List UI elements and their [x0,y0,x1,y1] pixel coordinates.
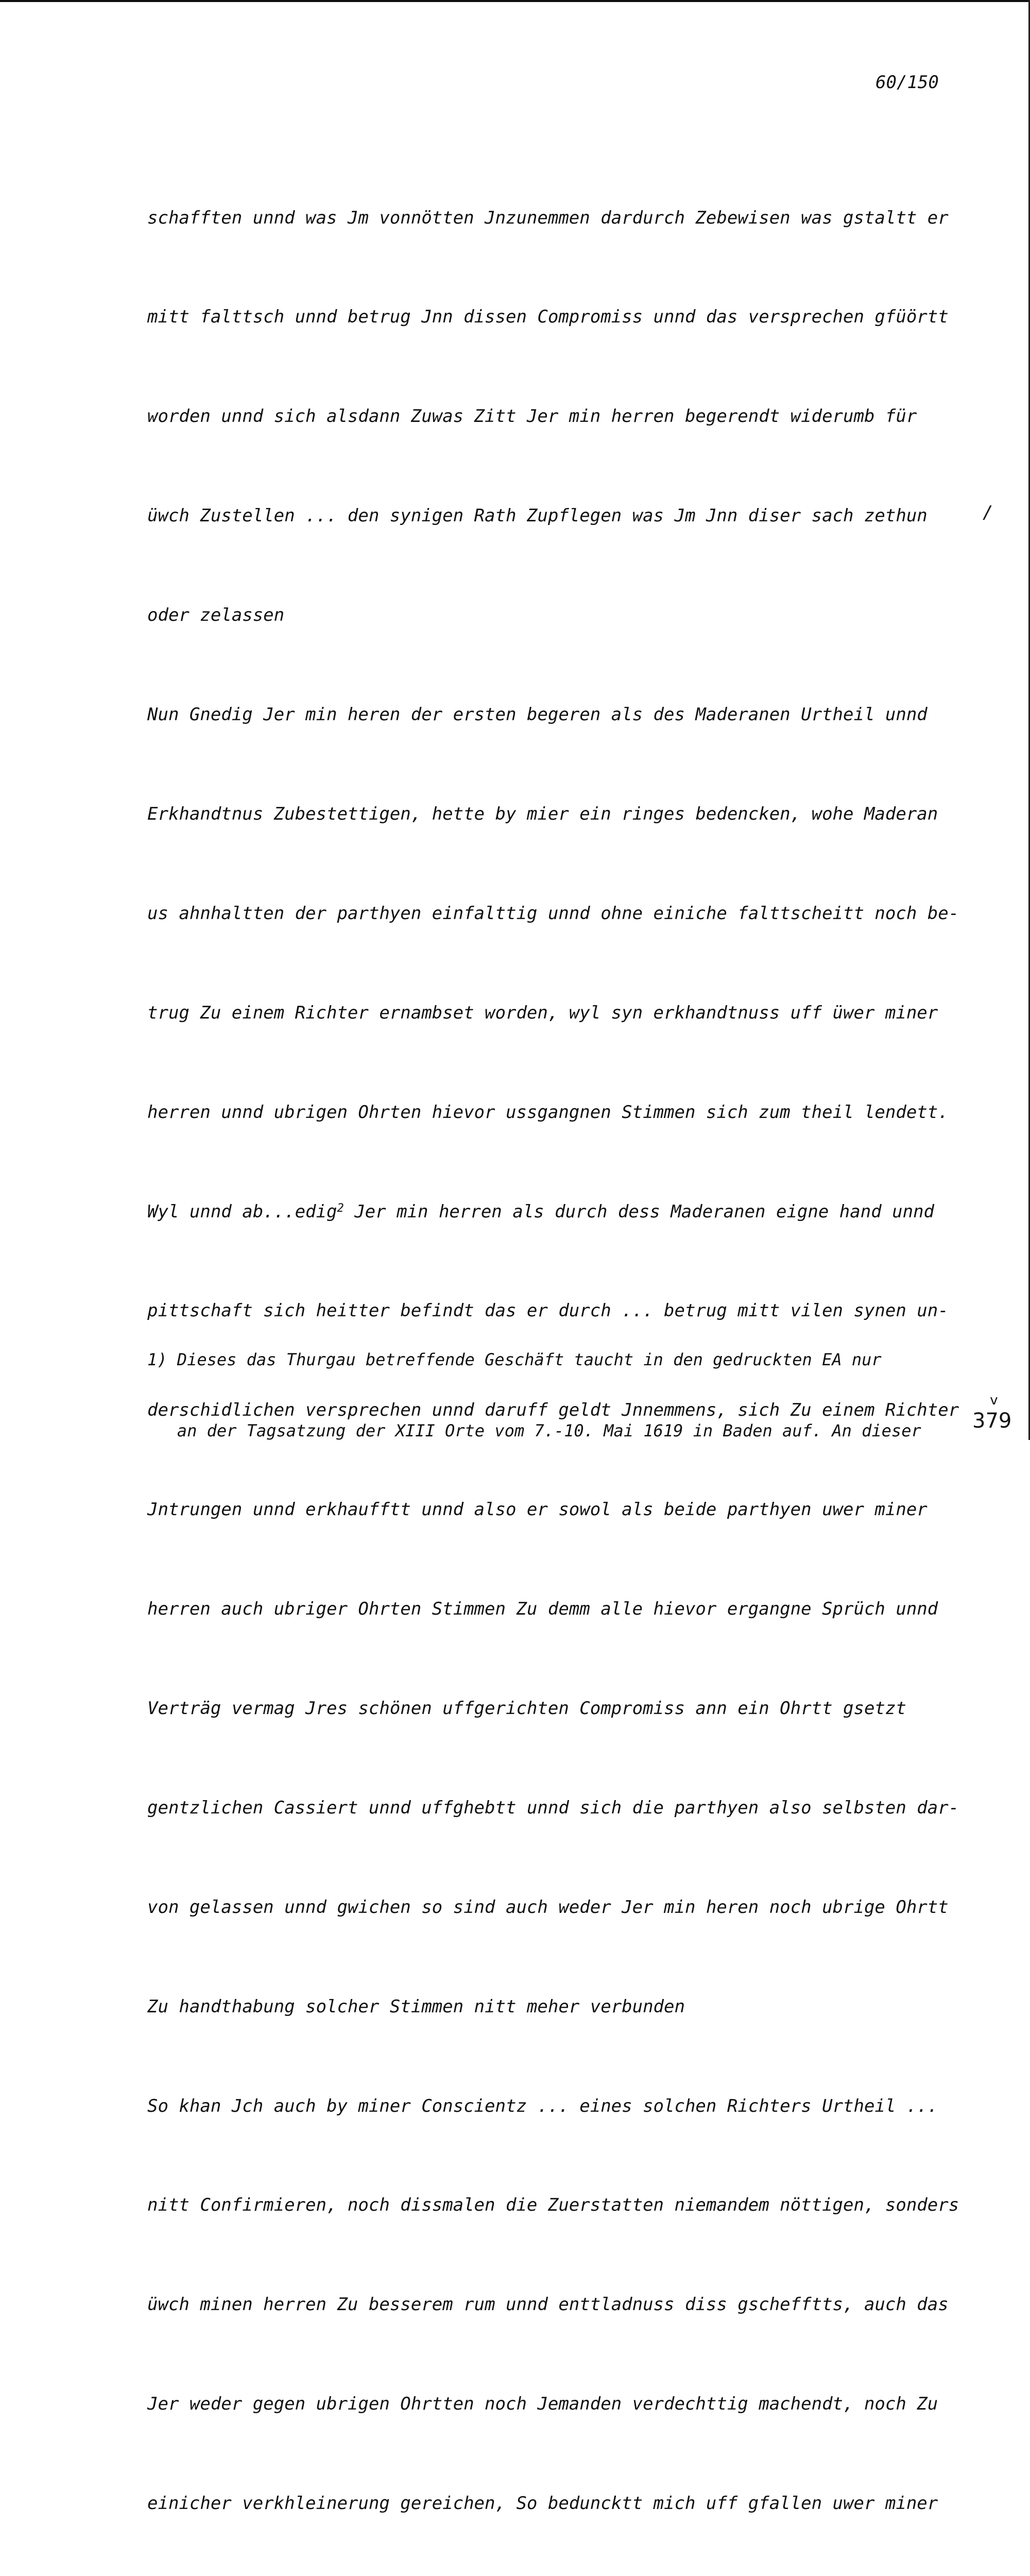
text-line: herren auch ubriger Ohrten Stimmen Zu demm alle hievor ergangne Sprüch unnd [147,1599,938,1620]
stamp-number: 379 [972,1409,1012,1433]
text-line: schafften unnd was Jm vonnötten Jnzunemmen dardurch Zebewisen was gstaltt er [147,207,949,228]
text-line: oder zelassen [147,605,285,626]
text-line: Nun Gnedig Jer min heren der ersten begeren als des Maderanen Urtheil unnd [147,704,928,725]
stamp-mark: v [990,1393,998,1408]
margin-mark: / [983,502,993,523]
text-line: derschidlichen versprechen unnd daruff geldt Jnnemmens, sich Zu einem Richter [147,1400,959,1421]
footnote-marker: 2 [337,1201,344,1215]
footnote-line: 1) Dieses das Thurgau betreffende Geschäft taucht in den gedruckten EA nur [147,1350,882,1369]
text-line: mitt falttsch unnd betrug Jnn dissen Compromiss unnd das versprechen gfüörtt [147,307,949,328]
text-line: Verträg vermag Jres schönen uffgerichten Compromiss ann ein Ohrtt gsetzt [147,1698,906,1719]
text-line: üwch minen herren Zu besserem rum unnd enttladnuss diss gschefftts, auch das [147,2294,949,2315]
footnote-line: an der Tagsatzung der XIII Orte vom 7.-10. Mai 1619 in Baden auf. An dieser [147,1421,921,1440]
text-line: Erkhandtnus Zubestettigen, hette by mier ein ringes bedencken, wohe Maderan [147,803,938,824]
text-line: üwch Zustellen ... den synigen Rath Zupflegen was Jm Jnn diser sach zethun [147,505,928,527]
text-line: pittschaft sich heitter befindt das er durch ... betrug mitt vilen synen un- [147,1300,949,1321]
line-segment: Wyl unnd ab...edig [147,1201,337,1222]
text-line-with-footnote [147,1195,982,1228]
text-line: einicher verkhleinerung gereichen, So beduncktt mich uff gfallen uwer miner [147,2493,938,2514]
text-line: nitt Confirmieren, noch dissmalen die Zuerstatten niemandem nöttigen, sonders [147,2195,959,2216]
text-line: us ahnhaltten der parthyen einfalttig unnd ohne einiche falttscheitt noch be- [147,903,959,924]
archive-stamp [972,1390,1011,1431]
text-line: worden unnd sich alsdann Zuwas Zitt Jer min herren begerendt widerumb für [147,406,917,427]
text-line: trug Zu einem Richter ernambset worden, wyl syn erkhandtnuss uff üwer miner [147,1002,938,1023]
text-line: So khan Jch auch by miner Conscientz ... eines solchen Richters Urtheil ... [147,2095,938,2116]
line-segment: Jer min herren als durch dess Maderanen eigne hand unnd [344,1201,935,1222]
text-line: herren unnd ubrigen Ohrten hievor ussgangnen Stimmen sich zum theil lendett. [147,1101,949,1123]
page-number: 60/150 [876,72,939,93]
text-line: Jer weder gegen ubrigen Ohrtten noch Jemanden verdechttig machendt, noch Zu [147,2394,938,2415]
text-line: von gelassen unnd gwichen so sind auch weder Jer min heren noch ubrige Ohrtt [147,1896,949,1918]
text-line: Jntrungen unnd erkhaufftt unnd also er sowol als beide parthyen uwer miner [147,1499,928,1520]
text-line: gentzlichen Cassiert unnd uffghebtt unnd sich die parthyen also selbsten dar- [147,1797,959,1818]
text-line: Zu handthabung solcher Stimmen nitt meher verbunden [147,1996,685,2017]
footnote [147,1300,1012,1490]
